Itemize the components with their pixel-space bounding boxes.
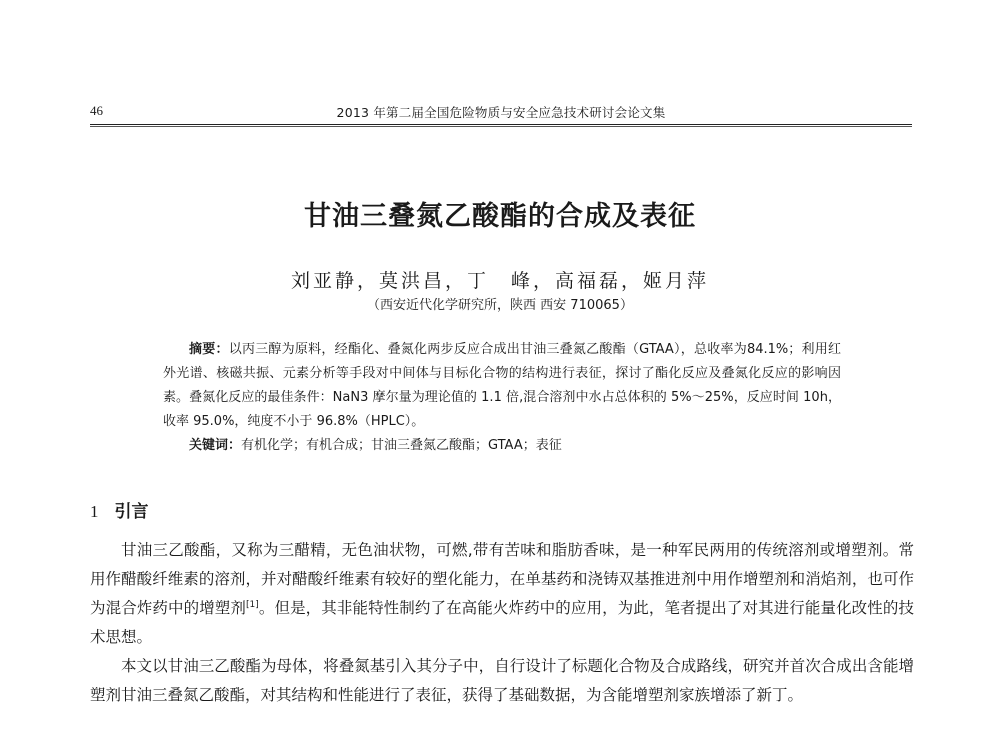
keywords-label: 关键词：: [189, 438, 242, 453]
citation-reference: [1]: [246, 599, 259, 610]
header-rule-secondary: [90, 126, 912, 127]
paper-title: 甘油三叠氮乙酸酯的合成及表征: [304, 201, 696, 232]
body-paragraph: 本文以甘油三乙酸酯为母体，将叠氮基引入其分子中，自行设计了标题化合物及合成路线，研究并首次合成出含能增塑剂甘油三叠氮乙酸酯，对其结构和性能进行了表征，获得了基础数据，为含能增塑剂家族增添了新丁。: [90, 657, 914, 704]
running-title: 2013 年第二届全国危险物质与安全应急技术研讨会论文集: [336, 105, 666, 120]
section-number: 1: [90, 502, 99, 521]
paragraph-text: 。但是，其非能特性制约了在高能火炸药中的应用，为此，笔者提出了对其进行能量化改性的技术思想。: [90, 599, 914, 646]
abstract-text: 以丙三醇为原料，经酯化、叠氮化两步反应合成出甘油三叠氮乙酸酯（GTAA），总收率为84.1%；利用红外光谱、核磁共振、元素分析等手段对中间体与目标化合物的结构进行表征，探讨了酯化反应及叠氮化反应的影响因素。叠氮化反应的最佳条件：NaN3 摩尔量为理论值的 1.1 倍,混合溶剂中水占总体积的 5%～25%，反应时间 10h，收率 95.0%，纯度不小于 96.8%（HPLC）。: [163, 342, 841, 429]
author-affiliation: （西安近代化学研究所，陕西 西安 710065）: [367, 298, 633, 313]
header-rule: [90, 124, 912, 125]
abstract-paragraph: [163, 338, 841, 434]
body-text: [90, 536, 914, 710]
section-heading: [90, 497, 149, 522]
author-list: 刘亚静，莫洪昌，丁 峰，高福磊，姬月萍: [290, 270, 709, 292]
keywords-paragraph: [163, 434, 841, 458]
section-title: 引言: [114, 502, 149, 522]
abstract-block: [163, 338, 841, 458]
page-header: [90, 103, 912, 127]
page-number: 46: [90, 103, 103, 118]
paragraph-text: 甘油三乙酸酯，又称为三醋精，无色油状物，可燃,带有苦味和脂肪香味，是一种军民两用的传统溶剂或增塑剂。常用作醋酸纤维素的溶剂，并对醋酸纤维素有较好的塑化能力，在单基药和浇铸双基推进剂中用作增塑剂和消焰剂，也可作为混合炸药中的增塑剂: [90, 541, 914, 617]
keywords-text: 有机化学；有机合成；甘油三叠氮乙酸酯；GTAA；表征: [241, 438, 562, 453]
body-paragraph: [90, 536, 914, 652]
abstract-label: 摘要：: [189, 342, 229, 357]
